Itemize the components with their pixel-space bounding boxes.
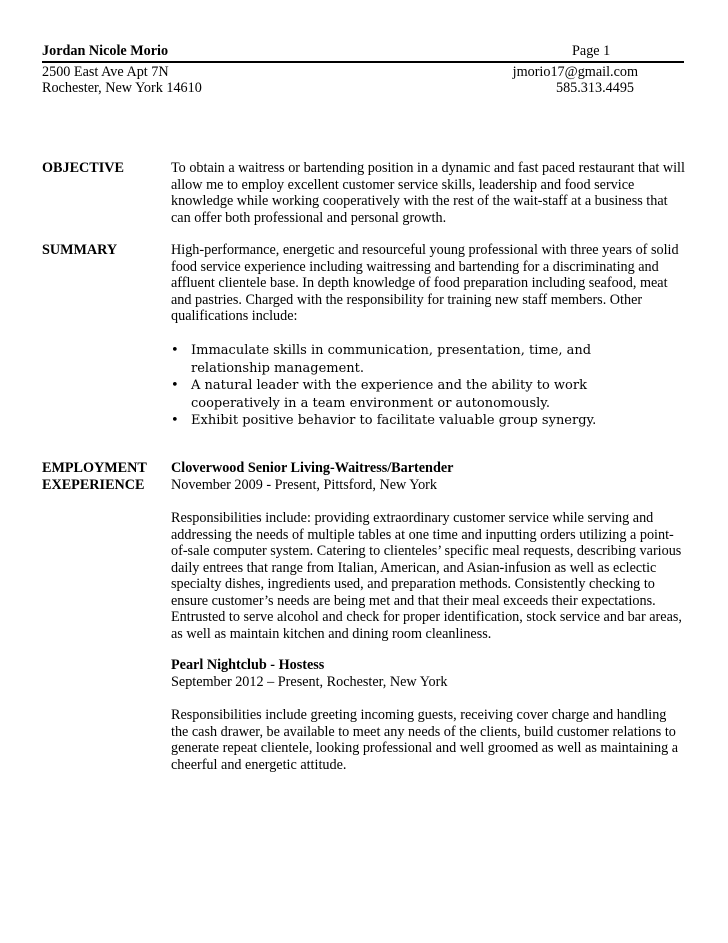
summary-text: High-performance, energetic and resourceful young professional with three years of solid food service experience including waitressing and bartending for a discriminating and affluent clientele base. In depth knowledge of food preparation including seafood, meat and pastries. Charged with the responsibility for training new staff members. Other qualifications include: — [171, 242, 679, 324]
address-line-1: 2500 East Ave Apt 7N — [42, 64, 169, 80]
list-item — [171, 412, 671, 430]
employment-heading-line-2: EXEPERIENCE — [42, 477, 145, 493]
list-item-text: Immaculate skills in communication, presentation, time, and relationship management. — [191, 343, 592, 376]
bullet-icon: • — [171, 343, 179, 358]
list-item — [171, 342, 671, 377]
qualifications-list — [171, 342, 671, 430]
objective-heading: OBJECTIVE — [42, 160, 124, 176]
summary-heading: SUMMARY — [42, 242, 118, 258]
list-item-text: A natural leader with the experience and the ability to work cooperatively in a team environment or autonomously. — [191, 378, 587, 411]
address-line-2: Rochester, New York 14610 — [42, 80, 202, 96]
email: jmorio17@gmail.com — [512, 64, 638, 80]
header-divider — [42, 61, 684, 63]
page-number: Page 1 — [572, 43, 611, 59]
objective-text: To obtain a waitress or bartending position in a dynamic and fast paced restaurant that will allow me to employ excellent customer service skills, leadership and food service knowledge while working cooperatively with the rest of the wait-staff at a business that can offer both professional and personal growth. — [171, 160, 685, 226]
job-description: Responsibilities include greeting incoming guests, receiving cover charge and handling the cash drawer, be available to meet any needs of the clients, build customer relations to generate repeat clientele, looking professional and well groomed as well as maintaining a cheerful and energetic attitude. — [171, 707, 679, 773]
employment-heading-line-1: EMPLOYMENT — [42, 460, 147, 476]
job-description: Responsibilities include: providing extraordinary customer service while serving and addressing the needs of multiple tables at one time and inputting orders utilizing a point-of-sale computer system. Catering to clienteles’ specific meal requests, describing various daily entrees that range from Italian, American, and Asian-infusion as well as eclectic specialty dishes, ingredients used, and preparation methods. Consistently checking to ensure customer’s needs are being met and that their meal exceeds their expectations. Entrusted to serve alcohol and check for proper identification, stock service and bar areas, as well as maintain kitchen and dining room cleanliness. — [171, 510, 682, 642]
job-title: Pearl Nightclub - Hostess — [171, 657, 325, 673]
applicant-name: Jordan Nicole Morio — [42, 43, 169, 59]
job-dates: November 2009 - Present, Pittsford, New York — [171, 477, 437, 493]
job-dates: September 2012 – Present, Rochester, New York — [171, 674, 448, 690]
phone: 585.313.4495 — [555, 80, 634, 96]
list-item-text: Exhibit positive behavior to facilitate valuable group synergy. — [191, 413, 597, 428]
bullet-icon: • — [171, 413, 179, 428]
job-title: Cloverwood Senior Living-Waitress/Bartender — [171, 460, 454, 476]
bullet-icon: • — [171, 378, 179, 393]
list-item — [171, 377, 671, 412]
